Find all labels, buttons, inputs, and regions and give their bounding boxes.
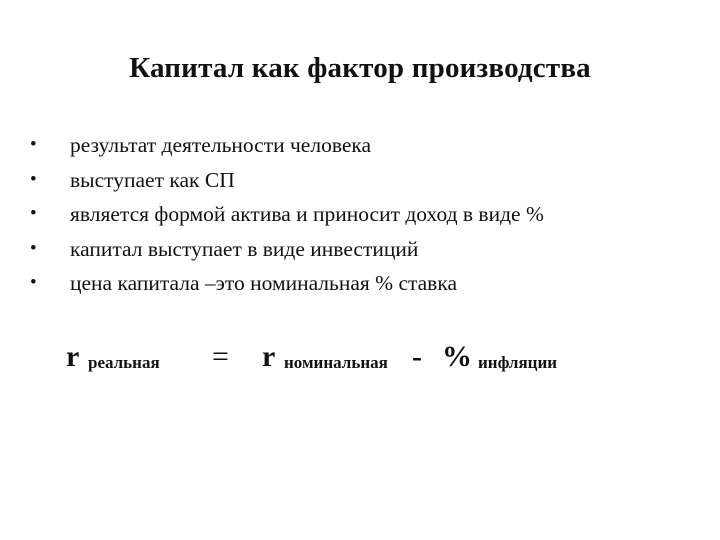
formula-minus: - — [412, 340, 422, 373]
bullet-text: является формой актива и приносит доход в виде % — [70, 202, 544, 226]
bullet-icon: • — [30, 237, 37, 259]
formula-real-label: реальная — [88, 353, 160, 372]
slide-title: Капитал как фактор производства — [129, 52, 591, 84]
bullet-text: результат деятельности человека — [70, 133, 372, 157]
bullet-icon: • — [30, 272, 37, 293]
bullet-text: цена капитала –это номинальная % ставка — [70, 271, 457, 295]
list-item — [30, 269, 544, 304]
formula-r-real: r — [66, 340, 80, 373]
bullet-icon: • — [30, 134, 37, 155]
list-item — [30, 200, 544, 235]
bullet-icon: • — [30, 203, 37, 224]
formula-nominal-label: номинальная — [284, 353, 388, 372]
list-item — [30, 166, 544, 201]
formula-inflation-label: инфляции — [478, 353, 558, 372]
formula-equals: = — [212, 340, 229, 373]
formula-r-nominal: r — [262, 340, 276, 373]
bullet-list — [30, 131, 544, 304]
list-item — [30, 131, 544, 166]
bullet-text: капитал выступает в виде инвестиций — [70, 236, 419, 261]
formula-percent: % — [442, 340, 472, 373]
real-rate-formula — [0, 335, 720, 385]
list-item — [30, 235, 544, 270]
bullet-text: выступает как СП — [70, 167, 235, 192]
bullet-icon: • — [30, 168, 37, 190]
